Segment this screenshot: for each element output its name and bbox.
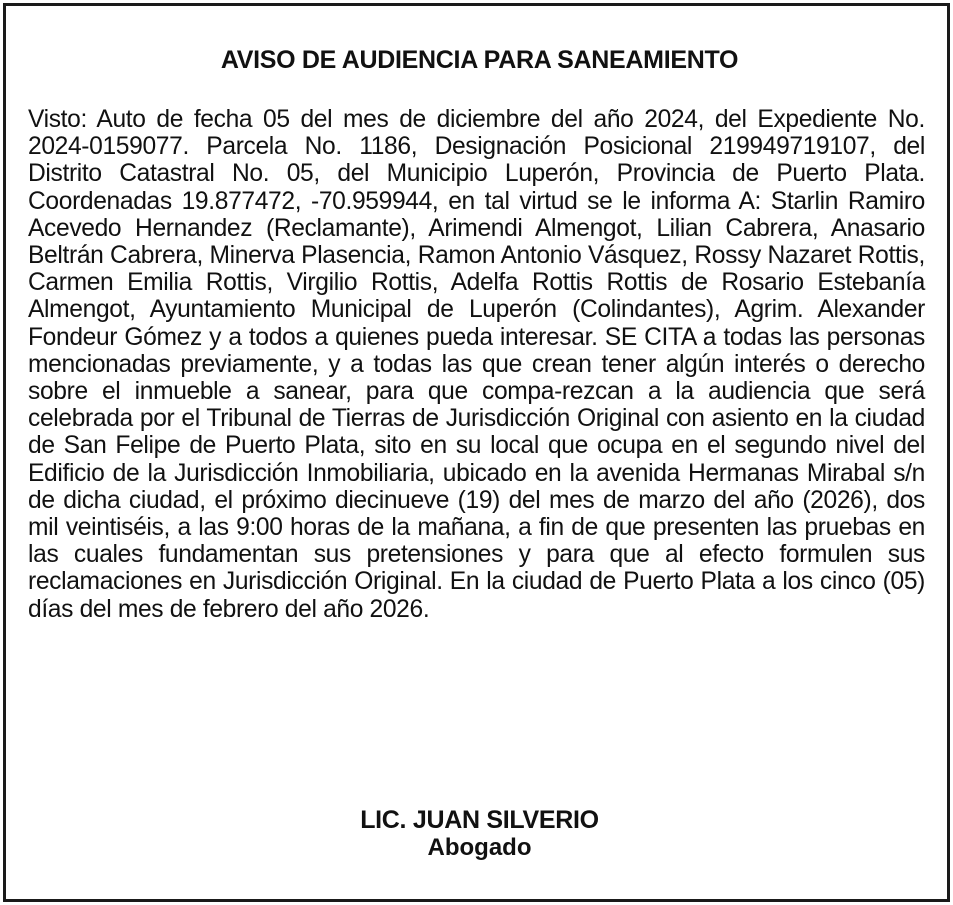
signature-block — [6, 806, 953, 861]
signature-name: LIC. JUAN SILVERIO — [360, 806, 599, 834]
notice-frame — [3, 3, 950, 902]
notice-title: AVISO DE AUDIENCIA PARA SANEAMIENTO — [220, 46, 739, 74]
notice-body: Visto: Auto de fecha 05 del mes de diciembre del año 2024, del Expediente No. 2024-0159077. Parcela No. 1186, Designación Posicional 219949719107, del Distrito Catastral No. 05, del Municipio Luperón, Provincia de Puerto Plata. Coordenadas 19.877472, -70.959944, en tal virtud se le informa A: Starlin Ramiro Acevedo Hernandez (Reclamante), Arimendi Almengot, Lilian Cabrera, Anasario Beltrán Cabrera, Minerva Plasencia, Ramon Antonio Vásquez, Rossy Nazaret Rottis, Carmen Emilia Rottis, Virgilio Rottis, Adelfa Rottis Rottis de Rosario Estebanía Almengot, Ayuntamiento Municipal de Luperón (Colindantes), Agrim. Alexander Fondeur Gómez y a todos a quienes pueda interesar. SE CITA a todas las personas mencionadas previamente, y a todas las que crean tener algún interés o derecho sobre el inmueble a sanear, para que compa-rezcan a la audiencia que será celebrada por el Tribunal de Tierras de Jurisdicción Original con asiento en la ciudad de San Felipe de Puerto Plata, sito en su local que ocupa en el segundo nivel del Edificio de la Jurisdicción Inmobiliaria, ubicado en la avenida Hermanas Mirabal s/n de dicha ciudad, el próximo diecinueve (19) del mes de marzo del año (2026), dos mil veintiséis, a las 9:00 horas de la mañana, a fin de que presenten las pruebas en las cuales fundamentan sus pretensiones y para que al efecto formulen sus reclamaciones en Jurisdicción Original. En la ciudad de Puerto Plata a los cinco (05) días del mes de febrero del año 2026. — [28, 106, 925, 623]
signature-role: Abogado — [427, 834, 532, 861]
